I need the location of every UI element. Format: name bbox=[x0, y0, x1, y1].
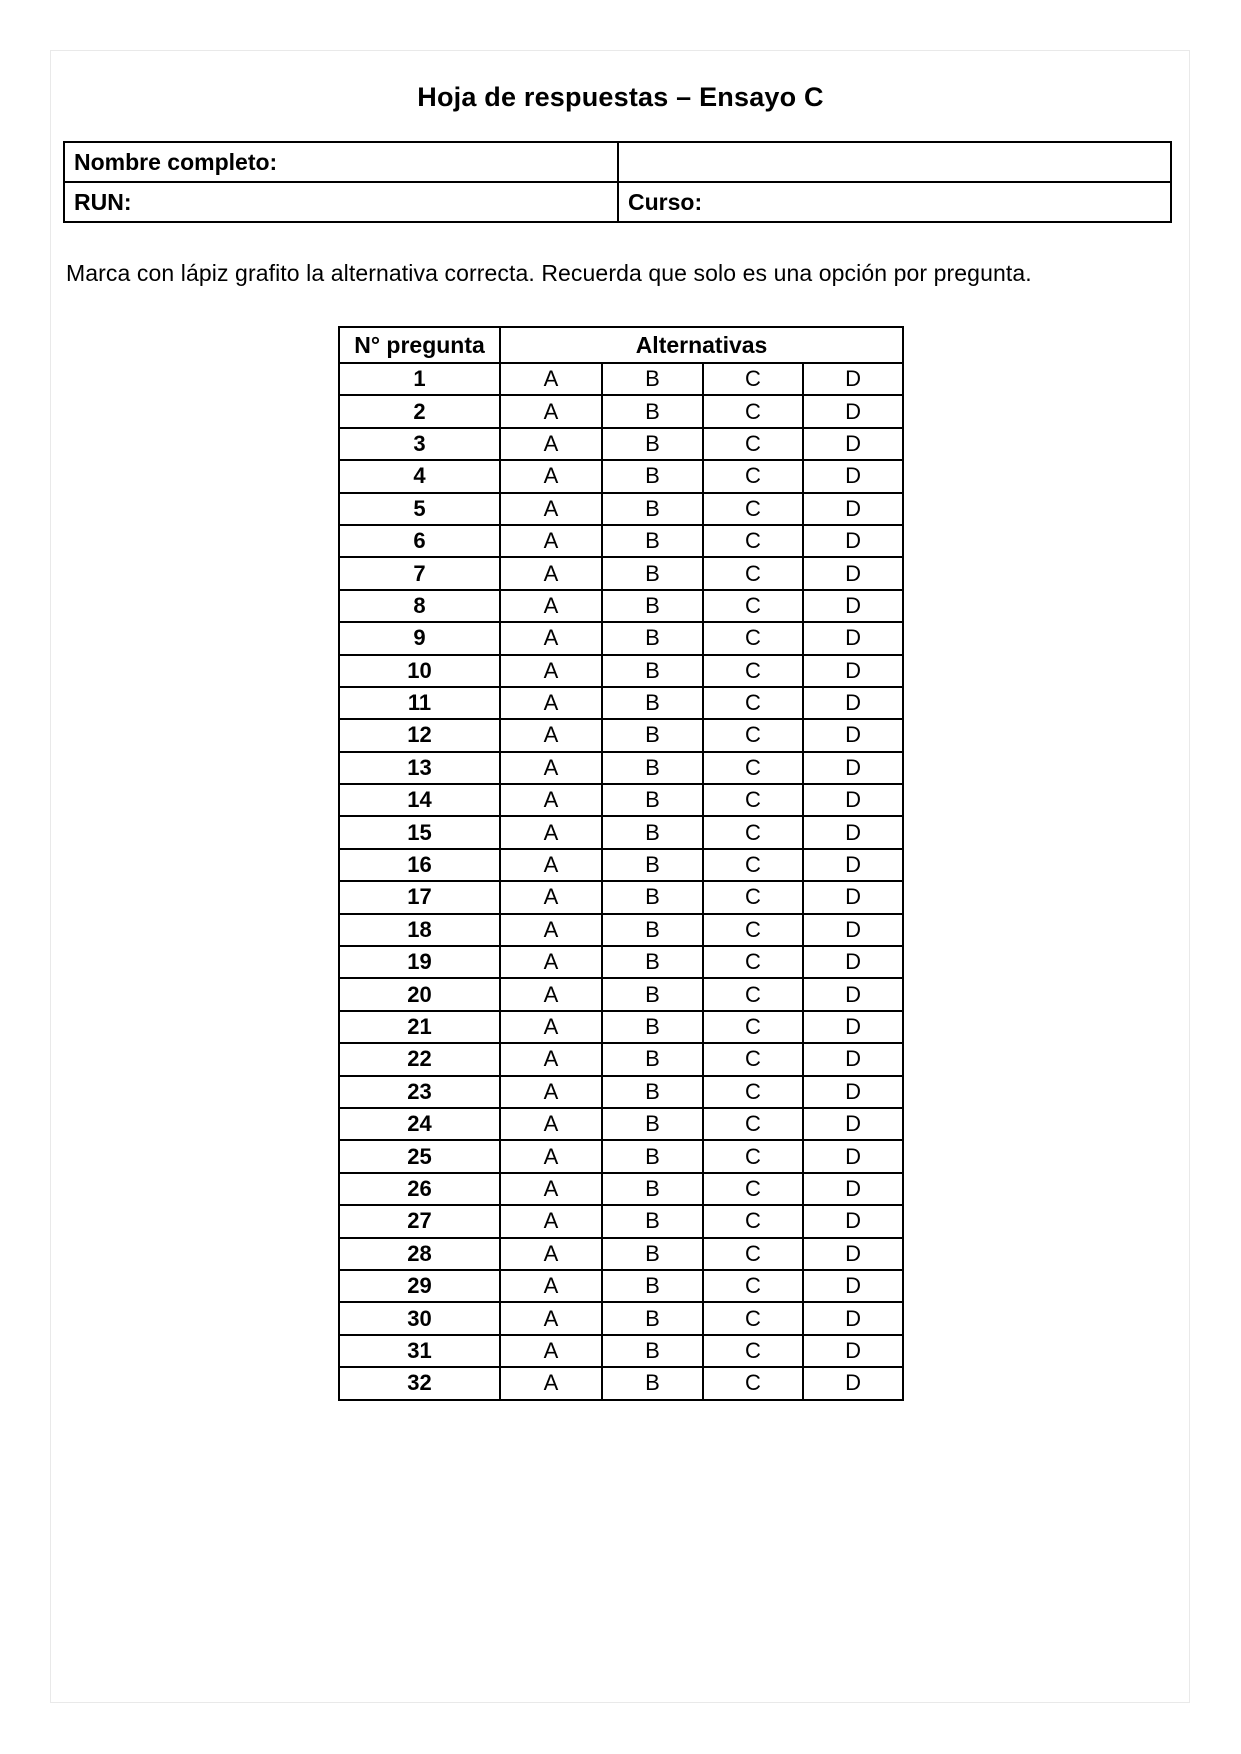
option-cell-a: A bbox=[500, 687, 602, 719]
option-cell-d: D bbox=[803, 1140, 903, 1172]
option-cell-a: A bbox=[500, 525, 602, 557]
question-number: 7 bbox=[339, 557, 500, 589]
option-cell-c: C bbox=[703, 1043, 803, 1075]
instruction-text: Marca con lápiz grafito la alternativa correcta. Recuerda que solo es una opción por pregunta. bbox=[66, 260, 1032, 286]
option-cell-d: D bbox=[803, 1205, 903, 1237]
option-cell-a: A bbox=[500, 881, 602, 913]
option-cell-a: A bbox=[500, 460, 602, 492]
answer-table-body bbox=[339, 363, 903, 1400]
option-cell-b: B bbox=[602, 395, 703, 427]
option-cell-c: C bbox=[703, 687, 803, 719]
option-cell-a: A bbox=[500, 655, 602, 687]
question-number: 10 bbox=[339, 655, 500, 687]
option-cell-d: D bbox=[803, 1108, 903, 1140]
option-cell-d: D bbox=[803, 428, 903, 460]
answer-row bbox=[339, 363, 903, 395]
option-cell-d: D bbox=[803, 784, 903, 816]
option-cell-c: C bbox=[703, 1302, 803, 1334]
answer-row bbox=[339, 428, 903, 460]
answer-row bbox=[339, 1173, 903, 1205]
option-cell-d: D bbox=[803, 590, 903, 622]
option-cell-c: C bbox=[703, 784, 803, 816]
option-cell-a: A bbox=[500, 914, 602, 946]
question-number: 32 bbox=[339, 1367, 500, 1399]
option-cell-a: A bbox=[500, 1302, 602, 1334]
option-cell-c: C bbox=[703, 590, 803, 622]
answer-row bbox=[339, 590, 903, 622]
answer-row bbox=[339, 1011, 903, 1043]
option-cell-d: D bbox=[803, 1302, 903, 1334]
option-cell-a: A bbox=[500, 1367, 602, 1399]
option-cell-a: A bbox=[500, 816, 602, 848]
option-cell-c: C bbox=[703, 655, 803, 687]
answer-row bbox=[339, 395, 903, 427]
option-cell-c: C bbox=[703, 1238, 803, 1270]
option-cell-d: D bbox=[803, 946, 903, 978]
option-cell-b: B bbox=[602, 1108, 703, 1140]
option-cell-c: C bbox=[703, 460, 803, 492]
option-cell-d: D bbox=[803, 622, 903, 654]
alternatives-header: Alternativas bbox=[500, 327, 903, 363]
option-cell-d: D bbox=[803, 752, 903, 784]
answer-row bbox=[339, 752, 903, 784]
question-number: 1 bbox=[339, 363, 500, 395]
option-cell-a: A bbox=[500, 946, 602, 978]
option-cell-b: B bbox=[602, 881, 703, 913]
option-cell-c: C bbox=[703, 1140, 803, 1172]
option-cell-d: D bbox=[803, 525, 903, 557]
option-cell-c: C bbox=[703, 719, 803, 751]
question-number: 26 bbox=[339, 1173, 500, 1205]
answer-row bbox=[339, 687, 903, 719]
option-cell-d: D bbox=[803, 655, 903, 687]
question-number: 31 bbox=[339, 1335, 500, 1367]
answer-row bbox=[339, 978, 903, 1010]
option-cell-d: D bbox=[803, 493, 903, 525]
option-cell-b: B bbox=[602, 1238, 703, 1270]
option-cell-b: B bbox=[602, 914, 703, 946]
option-cell-c: C bbox=[703, 1270, 803, 1302]
option-cell-d: D bbox=[803, 363, 903, 395]
answer-row bbox=[339, 1108, 903, 1140]
option-cell-b: B bbox=[602, 1043, 703, 1075]
option-cell-d: D bbox=[803, 1270, 903, 1302]
option-cell-a: A bbox=[500, 395, 602, 427]
name-label-cell: Nombre completo: bbox=[64, 142, 618, 182]
option-cell-b: B bbox=[602, 1367, 703, 1399]
answer-row bbox=[339, 1302, 903, 1334]
option-cell-a: A bbox=[500, 849, 602, 881]
answer-row bbox=[339, 849, 903, 881]
option-cell-d: D bbox=[803, 1043, 903, 1075]
option-cell-b: B bbox=[602, 590, 703, 622]
option-cell-c: C bbox=[703, 816, 803, 848]
question-number: 27 bbox=[339, 1205, 500, 1237]
answer-row bbox=[339, 1335, 903, 1367]
question-number: 13 bbox=[339, 752, 500, 784]
option-cell-d: D bbox=[803, 978, 903, 1010]
answer-table-header-row bbox=[339, 327, 903, 363]
option-cell-a: A bbox=[500, 1043, 602, 1075]
option-cell-a: A bbox=[500, 719, 602, 751]
option-cell-a: A bbox=[500, 590, 602, 622]
option-cell-b: B bbox=[602, 428, 703, 460]
answer-row bbox=[339, 946, 903, 978]
option-cell-c: C bbox=[703, 395, 803, 427]
option-cell-c: C bbox=[703, 557, 803, 589]
option-cell-a: A bbox=[500, 1238, 602, 1270]
question-number: 2 bbox=[339, 395, 500, 427]
option-cell-b: B bbox=[602, 460, 703, 492]
question-number: 29 bbox=[339, 1270, 500, 1302]
option-cell-b: B bbox=[602, 525, 703, 557]
answer-row bbox=[339, 1205, 903, 1237]
option-cell-d: D bbox=[803, 557, 903, 589]
option-cell-b: B bbox=[602, 1205, 703, 1237]
question-number: 15 bbox=[339, 816, 500, 848]
option-cell-b: B bbox=[602, 1140, 703, 1172]
question-number: 21 bbox=[339, 1011, 500, 1043]
option-cell-c: C bbox=[703, 1205, 803, 1237]
option-cell-c: C bbox=[703, 363, 803, 395]
option-cell-d: D bbox=[803, 1011, 903, 1043]
question-number: 20 bbox=[339, 978, 500, 1010]
option-cell-b: B bbox=[602, 946, 703, 978]
question-number: 28 bbox=[339, 1238, 500, 1270]
option-cell-b: B bbox=[602, 655, 703, 687]
option-cell-b: B bbox=[602, 363, 703, 395]
student-info-table bbox=[63, 141, 1172, 223]
option-cell-a: A bbox=[500, 1335, 602, 1367]
answer-row bbox=[339, 881, 903, 913]
option-cell-d: D bbox=[803, 1238, 903, 1270]
answer-row bbox=[339, 1238, 903, 1270]
option-cell-d: D bbox=[803, 914, 903, 946]
option-cell-d: D bbox=[803, 1173, 903, 1205]
answer-row bbox=[339, 557, 903, 589]
option-cell-b: B bbox=[602, 1302, 703, 1334]
option-cell-b: B bbox=[602, 978, 703, 1010]
question-number: 18 bbox=[339, 914, 500, 946]
option-cell-a: A bbox=[500, 1270, 602, 1302]
option-cell-a: A bbox=[500, 1205, 602, 1237]
question-number: 25 bbox=[339, 1140, 500, 1172]
name-value-cell bbox=[618, 142, 1171, 182]
option-cell-a: A bbox=[500, 1140, 602, 1172]
answer-row bbox=[339, 1367, 903, 1399]
option-cell-c: C bbox=[703, 1076, 803, 1108]
curso-label-cell: Curso: bbox=[618, 182, 1171, 222]
option-cell-b: B bbox=[602, 557, 703, 589]
answer-row bbox=[339, 1043, 903, 1075]
option-cell-a: A bbox=[500, 493, 602, 525]
answer-row bbox=[339, 914, 903, 946]
question-number: 6 bbox=[339, 525, 500, 557]
option-cell-b: B bbox=[602, 1173, 703, 1205]
question-number: 4 bbox=[339, 460, 500, 492]
question-number: 9 bbox=[339, 622, 500, 654]
option-cell-b: B bbox=[602, 1011, 703, 1043]
option-cell-c: C bbox=[703, 914, 803, 946]
answer-row bbox=[339, 1076, 903, 1108]
question-number: 16 bbox=[339, 849, 500, 881]
option-cell-d: D bbox=[803, 1335, 903, 1367]
option-cell-a: A bbox=[500, 428, 602, 460]
option-cell-c: C bbox=[703, 978, 803, 1010]
run-label-cell: RUN: bbox=[64, 182, 618, 222]
option-cell-b: B bbox=[602, 752, 703, 784]
option-cell-c: C bbox=[703, 946, 803, 978]
option-cell-d: D bbox=[803, 816, 903, 848]
option-cell-d: D bbox=[803, 460, 903, 492]
option-cell-c: C bbox=[703, 493, 803, 525]
option-cell-c: C bbox=[703, 1367, 803, 1399]
option-cell-b: B bbox=[602, 493, 703, 525]
question-number: 12 bbox=[339, 719, 500, 751]
option-cell-a: A bbox=[500, 363, 602, 395]
option-cell-a: A bbox=[500, 622, 602, 654]
option-cell-d: D bbox=[803, 687, 903, 719]
option-cell-b: B bbox=[602, 784, 703, 816]
option-cell-b: B bbox=[602, 622, 703, 654]
option-cell-d: D bbox=[803, 719, 903, 751]
question-number: 14 bbox=[339, 784, 500, 816]
option-cell-a: A bbox=[500, 784, 602, 816]
option-cell-c: C bbox=[703, 428, 803, 460]
question-number: 30 bbox=[339, 1302, 500, 1334]
option-cell-b: B bbox=[602, 849, 703, 881]
option-cell-a: A bbox=[500, 1173, 602, 1205]
question-number: 11 bbox=[339, 687, 500, 719]
option-cell-c: C bbox=[703, 525, 803, 557]
question-number: 23 bbox=[339, 1076, 500, 1108]
option-cell-c: C bbox=[703, 849, 803, 881]
option-cell-a: A bbox=[500, 557, 602, 589]
option-cell-b: B bbox=[602, 687, 703, 719]
option-cell-a: A bbox=[500, 1011, 602, 1043]
answer-row bbox=[339, 655, 903, 687]
question-number: 17 bbox=[339, 881, 500, 913]
question-number: 24 bbox=[339, 1108, 500, 1140]
option-cell-c: C bbox=[703, 1011, 803, 1043]
option-cell-c: C bbox=[703, 1173, 803, 1205]
option-cell-a: A bbox=[500, 978, 602, 1010]
option-cell-c: C bbox=[703, 881, 803, 913]
info-row-run-curso bbox=[64, 182, 1171, 222]
option-cell-c: C bbox=[703, 752, 803, 784]
info-row-name bbox=[64, 142, 1171, 182]
option-cell-b: B bbox=[602, 719, 703, 751]
question-number: 8 bbox=[339, 590, 500, 622]
option-cell-b: B bbox=[602, 1270, 703, 1302]
option-cell-b: B bbox=[602, 816, 703, 848]
answer-row bbox=[339, 460, 903, 492]
option-cell-a: A bbox=[500, 1108, 602, 1140]
page-title: Hoja de respuestas – Ensayo C bbox=[417, 82, 824, 112]
answer-row bbox=[339, 622, 903, 654]
option-cell-d: D bbox=[803, 849, 903, 881]
question-number-header: N° pregunta bbox=[339, 327, 500, 363]
option-cell-c: C bbox=[703, 622, 803, 654]
answer-row bbox=[339, 816, 903, 848]
option-cell-b: B bbox=[602, 1076, 703, 1108]
option-cell-d: D bbox=[803, 1076, 903, 1108]
question-number: 19 bbox=[339, 946, 500, 978]
answer-row bbox=[339, 784, 903, 816]
question-number: 5 bbox=[339, 493, 500, 525]
option-cell-a: A bbox=[500, 752, 602, 784]
answer-row bbox=[339, 1270, 903, 1302]
answer-table bbox=[338, 326, 904, 1401]
question-number: 3 bbox=[339, 428, 500, 460]
answer-row bbox=[339, 1140, 903, 1172]
question-number: 22 bbox=[339, 1043, 500, 1075]
option-cell-a: A bbox=[500, 1076, 602, 1108]
option-cell-b: B bbox=[602, 1335, 703, 1367]
option-cell-c: C bbox=[703, 1335, 803, 1367]
option-cell-c: C bbox=[703, 1108, 803, 1140]
answer-row bbox=[339, 525, 903, 557]
option-cell-d: D bbox=[803, 395, 903, 427]
option-cell-d: D bbox=[803, 881, 903, 913]
answer-row bbox=[339, 719, 903, 751]
option-cell-d: D bbox=[803, 1367, 903, 1399]
answer-row bbox=[339, 493, 903, 525]
